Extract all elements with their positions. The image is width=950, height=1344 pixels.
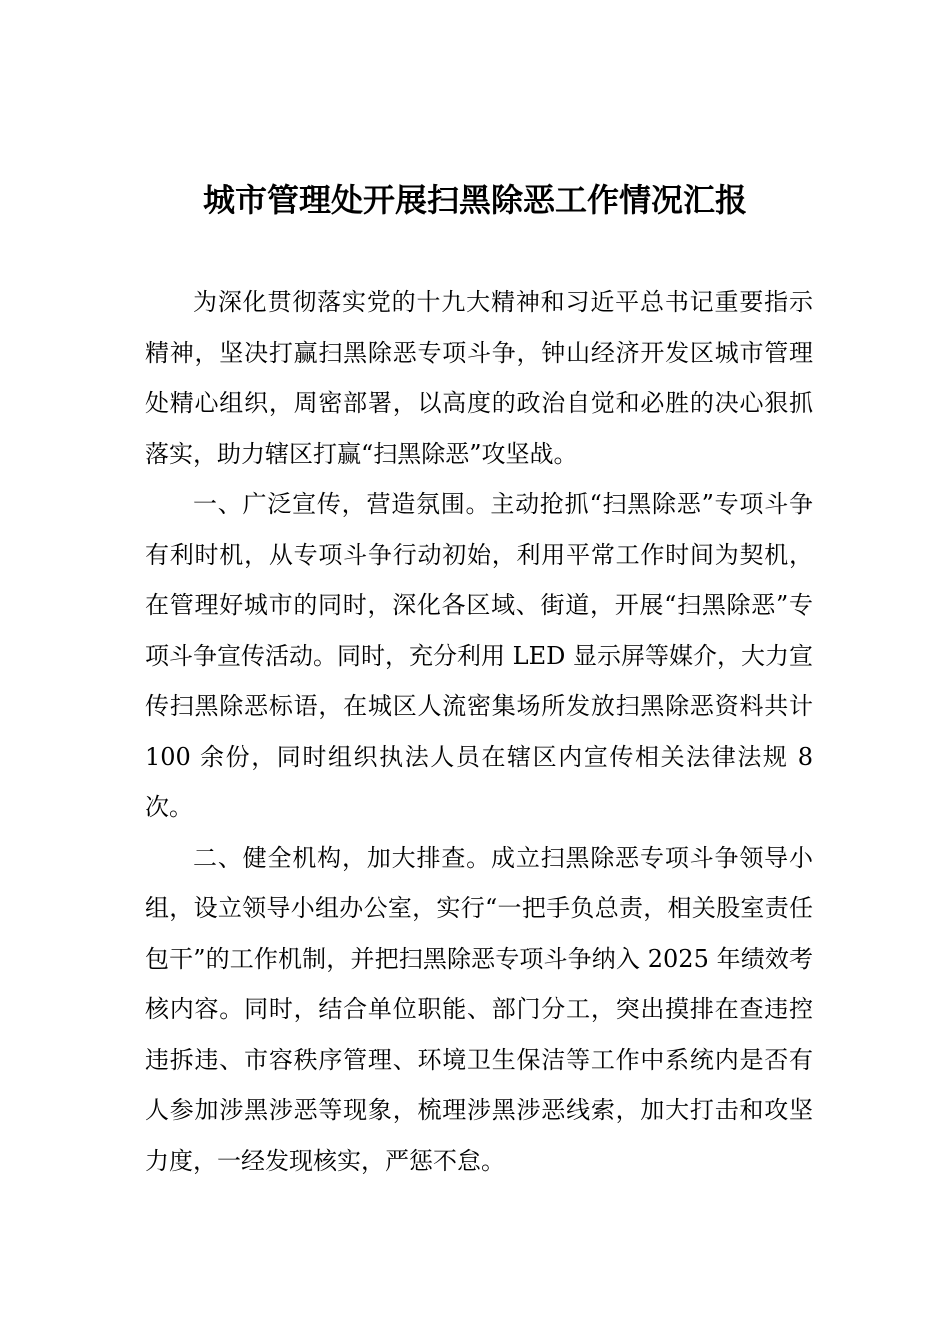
document-title: 城市管理处开展扫黑除恶工作情况汇报 [202, 181, 747, 219]
paragraph-intro: 为深化贯彻落实党的十九大精神和习近平总书记重要指示精神，坚决打赢扫黑除恶专项斗争，钟山经济开发区城市管理处精心组织，周密部署，以高度的政治自觉和必胜的决心狠抓落实，助力辖区打赢“扫黑除恶”攻坚战。 [145, 288, 813, 468]
paragraph-publicity: 一、广泛宣传，营造氛围。主动抢抓“扫黑除恶”专项斗争有利时机，从专项斗争行动初始，利用平常工作时间为契机，在管理好城市的同时，深化各区域、街道，开展“扫黑除恶”专项斗争宣传活动。同时，充分利用 LED 显示屏等媒介，大力宣传扫黑除恶标语，在城区人流密集场所发放扫黑除恶资料共计 100 余份，同时组织执法人员在辖区内宣传相关法律法规 8 次。 [145, 490, 813, 821]
paragraph-organization: 二、健全机构，加大排查。成立扫黑除恶专项斗争领导小组，设立领导小组办公室，实行“一把手负总责，相关股室责任包干”的工作机制，并把扫黑除恶专项斗争纳入 2025 年绩效考核内容。同时，结合单位职能、部门分工，突出摸排在查违控违拆违、市容秩序管理、环境卫生保洁等工作中系统内是否有人参加涉黑涉恶等现象，梳理涉黑涉恶线索，加大打击和攻坚力度，一经发现核实，严惩不怠。 [145, 843, 813, 1175]
document-body [145, 277, 813, 1186]
